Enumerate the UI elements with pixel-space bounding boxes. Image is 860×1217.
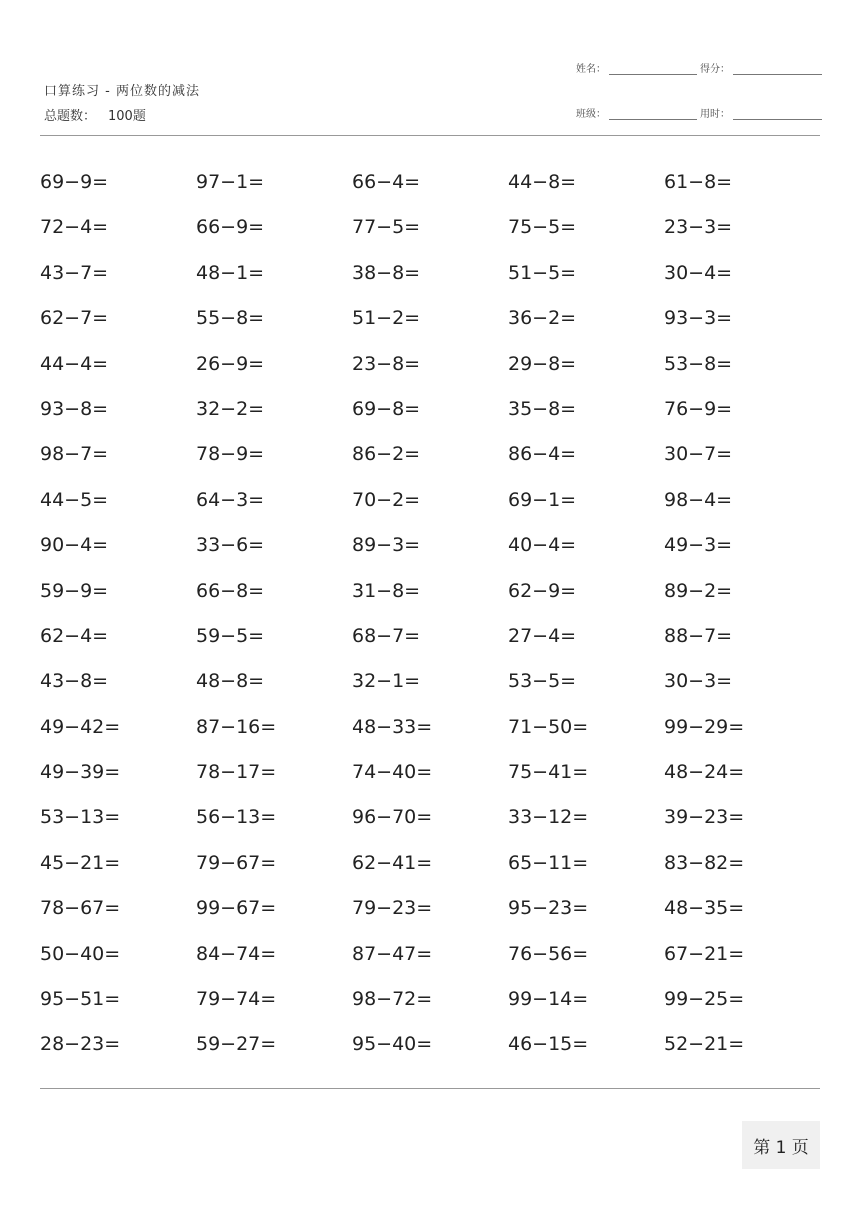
problem-item: 98−72= xyxy=(352,988,433,1011)
problem-item: 88−7= xyxy=(664,624,733,647)
problem-item: 86−4= xyxy=(508,443,577,466)
problem-item: 67−21= xyxy=(664,942,745,965)
problem-item: 30−7= xyxy=(664,443,733,466)
problem-item: 76−56= xyxy=(508,942,589,965)
problem-item: 49−3= xyxy=(664,534,733,557)
student-info-fields xyxy=(576,59,822,120)
problem-grid xyxy=(40,160,820,1068)
problem-item: 48−1= xyxy=(196,261,265,284)
problem-item: 48−8= xyxy=(196,670,265,693)
problem-item: 40−4= xyxy=(508,534,577,557)
problem-item: 62−7= xyxy=(40,307,109,330)
problem-item: 28−23= xyxy=(40,1033,121,1056)
problem-item: 23−8= xyxy=(352,352,421,375)
problem-item: 44−4= xyxy=(40,352,109,375)
problem-item: 79−23= xyxy=(352,897,433,920)
problem-item: 23−3= xyxy=(664,216,733,239)
problem-item: 75−5= xyxy=(508,216,577,239)
problem-item: 50−40= xyxy=(40,942,121,965)
problem-item: 71−50= xyxy=(508,715,589,738)
problem-item: 75−41= xyxy=(508,761,589,784)
problem-item: 86−2= xyxy=(352,443,421,466)
score-blank[interactable] xyxy=(733,62,822,75)
problem-item: 61−8= xyxy=(664,171,733,193)
problem-item: 53−8= xyxy=(664,352,733,375)
class-time-row xyxy=(576,104,822,120)
problem-item: 96−70= xyxy=(352,806,433,829)
problem-item: 59−27= xyxy=(196,1033,277,1056)
problem-item: 69−1= xyxy=(508,488,577,511)
problem-item: 56−13= xyxy=(196,806,277,829)
problem-item: 68−7= xyxy=(352,624,421,647)
total-label: 总题数： xyxy=(44,109,97,124)
problem-item: 52−21= xyxy=(664,1033,745,1056)
footer-divider xyxy=(40,1088,820,1089)
worksheet-title: 口算练习 - 两位数的减法 xyxy=(44,84,200,99)
problem-item: 87−16= xyxy=(196,715,277,738)
problem-item: 72−4= xyxy=(40,216,109,239)
problem-item: 36−2= xyxy=(508,307,577,330)
time-blank[interactable] xyxy=(733,107,822,120)
problem-item: 43−8= xyxy=(40,670,109,693)
class-label: 班级： xyxy=(576,109,606,120)
problem-item: 49−39= xyxy=(40,761,121,784)
problem-item: 99−14= xyxy=(508,988,589,1011)
problem-item: 53−13= xyxy=(40,806,121,829)
problem-item: 87−47= xyxy=(352,942,433,965)
problem-item: 98−4= xyxy=(664,488,733,511)
problem-item: 32−2= xyxy=(196,397,265,420)
problem-item: 39−23= xyxy=(664,806,745,829)
problem-item: 48−35= xyxy=(664,897,745,920)
problem-item: 27−4= xyxy=(508,624,577,647)
problem-item: 48−24= xyxy=(664,761,745,784)
problem-item: 44−5= xyxy=(40,488,109,511)
problem-item: 26−9= xyxy=(196,352,265,375)
problem-item: 95−51= xyxy=(40,988,121,1011)
problem-item: 49−42= xyxy=(40,715,121,738)
problem-item: 76−9= xyxy=(664,397,733,420)
problem-item: 79−74= xyxy=(196,988,277,1011)
problem-item: 46−15= xyxy=(508,1033,589,1056)
time-label: 用时： xyxy=(700,109,730,120)
problem-item: 51−5= xyxy=(508,261,577,284)
problem-item: 97−1= xyxy=(196,171,265,193)
problem-item: 78−17= xyxy=(196,761,277,784)
problem-item: 84−74= xyxy=(196,942,277,965)
problem-item: 48−33= xyxy=(352,715,433,738)
problem-item: 90−4= xyxy=(40,534,109,557)
problem-item: 69−8= xyxy=(352,397,421,420)
problem-item: 45−21= xyxy=(40,851,121,874)
total-count xyxy=(44,105,200,124)
problem-item: 32−1= xyxy=(352,670,421,693)
problem-item: 99−67= xyxy=(196,897,277,920)
problem-item: 55−8= xyxy=(196,307,265,330)
problem-item: 95−23= xyxy=(508,897,589,920)
problem-item: 93−3= xyxy=(664,307,733,330)
worksheet-header xyxy=(44,80,200,124)
problem-item: 66−4= xyxy=(352,171,421,193)
problem-item: 65−11= xyxy=(508,851,589,874)
score-label: 得分： xyxy=(700,64,730,75)
header-divider xyxy=(40,135,820,136)
problem-item: 33−12= xyxy=(508,806,589,829)
problem-item: 31−8= xyxy=(352,579,421,602)
name-score-row xyxy=(576,59,822,75)
problem-item: 29−8= xyxy=(508,352,577,375)
problem-item: 30−3= xyxy=(664,670,733,693)
problem-item: 43−7= xyxy=(40,261,109,284)
problem-item: 79−67= xyxy=(196,851,277,874)
problem-item: 77−5= xyxy=(352,216,421,239)
name-label: 姓名： xyxy=(576,64,606,75)
problem-item: 64−3= xyxy=(196,488,265,511)
problem-item: 78−67= xyxy=(40,897,121,920)
problem-item: 44−8= xyxy=(508,171,577,193)
problem-item: 99−25= xyxy=(664,988,745,1011)
problem-item: 62−9= xyxy=(508,579,577,602)
problem-item: 59−9= xyxy=(40,579,109,602)
problem-item: 53−5= xyxy=(508,670,577,693)
problem-item: 99−29= xyxy=(664,715,745,738)
problem-item: 62−4= xyxy=(40,624,109,647)
problem-item: 59−5= xyxy=(196,624,265,647)
problem-item: 89−2= xyxy=(664,579,733,602)
problem-item: 70−2= xyxy=(352,488,421,511)
problem-item: 89−3= xyxy=(352,534,421,557)
page-number-badge: 第 1 页 xyxy=(742,1121,820,1169)
problem-item: 38−8= xyxy=(352,261,421,284)
problem-item: 98−7= xyxy=(40,443,109,466)
problem-item: 74−40= xyxy=(352,761,433,784)
problem-item: 33−6= xyxy=(196,534,265,557)
problem-item: 30−4= xyxy=(664,261,733,284)
problem-item: 66−9= xyxy=(196,216,265,239)
problem-item: 93−8= xyxy=(40,397,109,420)
name-blank[interactable] xyxy=(609,62,697,75)
problem-item: 66−8= xyxy=(196,579,265,602)
problem-item: 69−9= xyxy=(40,171,109,193)
total-value: 100题 xyxy=(108,109,146,124)
problem-item: 83−82= xyxy=(664,851,745,874)
problem-item: 62−41= xyxy=(352,851,433,874)
class-blank[interactable] xyxy=(609,107,697,120)
problem-item: 95−40= xyxy=(352,1033,433,1056)
problem-item: 78−9= xyxy=(196,443,265,466)
problem-item: 35−8= xyxy=(508,397,577,420)
problem-item: 51−2= xyxy=(352,307,421,330)
